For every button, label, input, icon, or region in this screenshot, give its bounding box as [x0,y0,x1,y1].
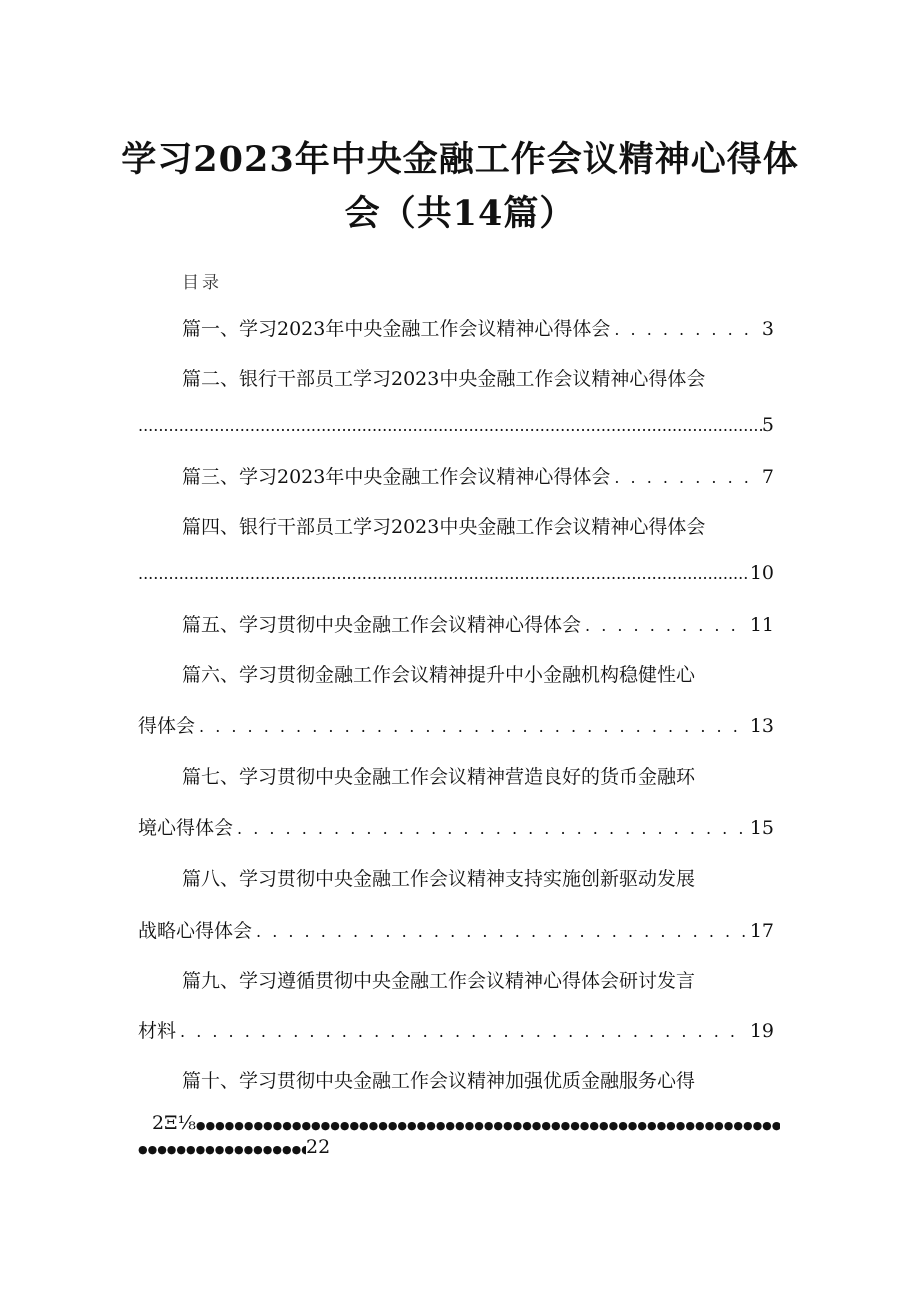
toc-entry-2-cont[interactable] [138,414,774,442]
toc-entry-4[interactable] [182,512,774,540]
leader-dots [585,616,746,635]
leader-dots [199,717,746,736]
toc-entry-8-cont[interactable] [138,916,774,944]
toc-page-number: 11 [749,614,774,636]
toc-entry-9-cont[interactable] [138,1016,774,1044]
toc-entry-3[interactable] [182,462,774,490]
toc-entry-8[interactable] [182,864,774,892]
toc-entry-title-cont: 境心得体会 [138,817,234,839]
toc-entry-title: 篇五、学习贯彻中央金融工作会议精神心得体会 [182,614,582,636]
leader-bullets [196,1119,780,1132]
document-title-line-2: 会（共14篇） [344,193,576,234]
toc-page-number: 10 [749,562,774,584]
toc-entry-title: 篇三、学习2023年中央金融工作会议精神心得体会 [182,466,611,488]
toc-heading: 目录 [182,273,222,293]
toc-page-number: 19 [749,1020,774,1042]
toc-entry-6[interactable] [182,660,774,688]
toc-entry-title-cont: 材料 [138,1020,177,1042]
toc-page-number: 17 [749,920,774,942]
toc-page-number: 3 [761,318,774,340]
leader-dots [237,819,746,838]
toc-entry-title-cont: 2Ξ⅛ [152,1112,196,1134]
toc-entry-title: 篇七、学习贯彻中央金融工作会议精神营造良好的货币金融环 [182,766,696,788]
document-title-line-1: 学习2023年中央金融工作会议精神心得体 [121,139,799,180]
leader-dots [614,320,758,339]
toc-entry-title: 篇八、学习贯彻中央金融工作会议精神支持实施创新驱动发展 [182,868,696,890]
toc-entry-title-cont: 得体会 [138,715,196,737]
toc-entry-6-cont[interactable] [138,711,774,739]
toc-page-number: 7 [761,466,774,488]
toc-entry-title: 篇九、学习遵循贯彻中央金融工作会议精神心得体会研讨发言 [182,970,696,992]
leader-dots [256,922,746,941]
toc-entry-9[interactable] [182,966,774,994]
toc-page-number: 5 [761,414,774,436]
toc-entry-title: 篇十、学习贯彻中央金融工作会议精神加强优质金融服务心得 [182,1070,696,1092]
toc-entry-7-cont[interactable] [138,813,774,841]
toc-entry-title: 篇六、学习贯彻金融工作会议精神提升中小金融机构稳健性心 [182,664,696,686]
toc-entry-10[interactable] [182,1066,774,1094]
toc-page-number: 13 [749,715,774,737]
toc-entry-4-cont[interactable] [138,562,774,590]
toc-entry-title: 篇一、学习2023年中央金融工作会议精神心得体会 [182,318,611,340]
toc-page-number: 15 [749,817,774,839]
toc-entry-title-cont: 战略心得体会 [138,920,253,942]
toc-entry-2[interactable] [182,364,774,392]
toc-entry-7[interactable] [182,762,774,790]
leader-dots [180,1022,746,1041]
leader-dots [138,416,762,435]
leader-bullets [138,1143,306,1156]
toc-entry-title: 篇二、银行干部员工学习2023中央金融工作会议精神心得体会 [182,368,706,390]
leader-dots [614,468,758,487]
toc-entry-title: 篇四、银行干部员工学习2023中央金融工作会议精神心得体会 [182,516,706,538]
toc-page-number: 22 [306,1136,331,1158]
toc-entry-5[interactable] [182,610,774,638]
toc-entry-1[interactable] [182,314,774,342]
toc-entry-10-page-line[interactable] [138,1136,338,1164]
leader-dots [138,564,750,583]
